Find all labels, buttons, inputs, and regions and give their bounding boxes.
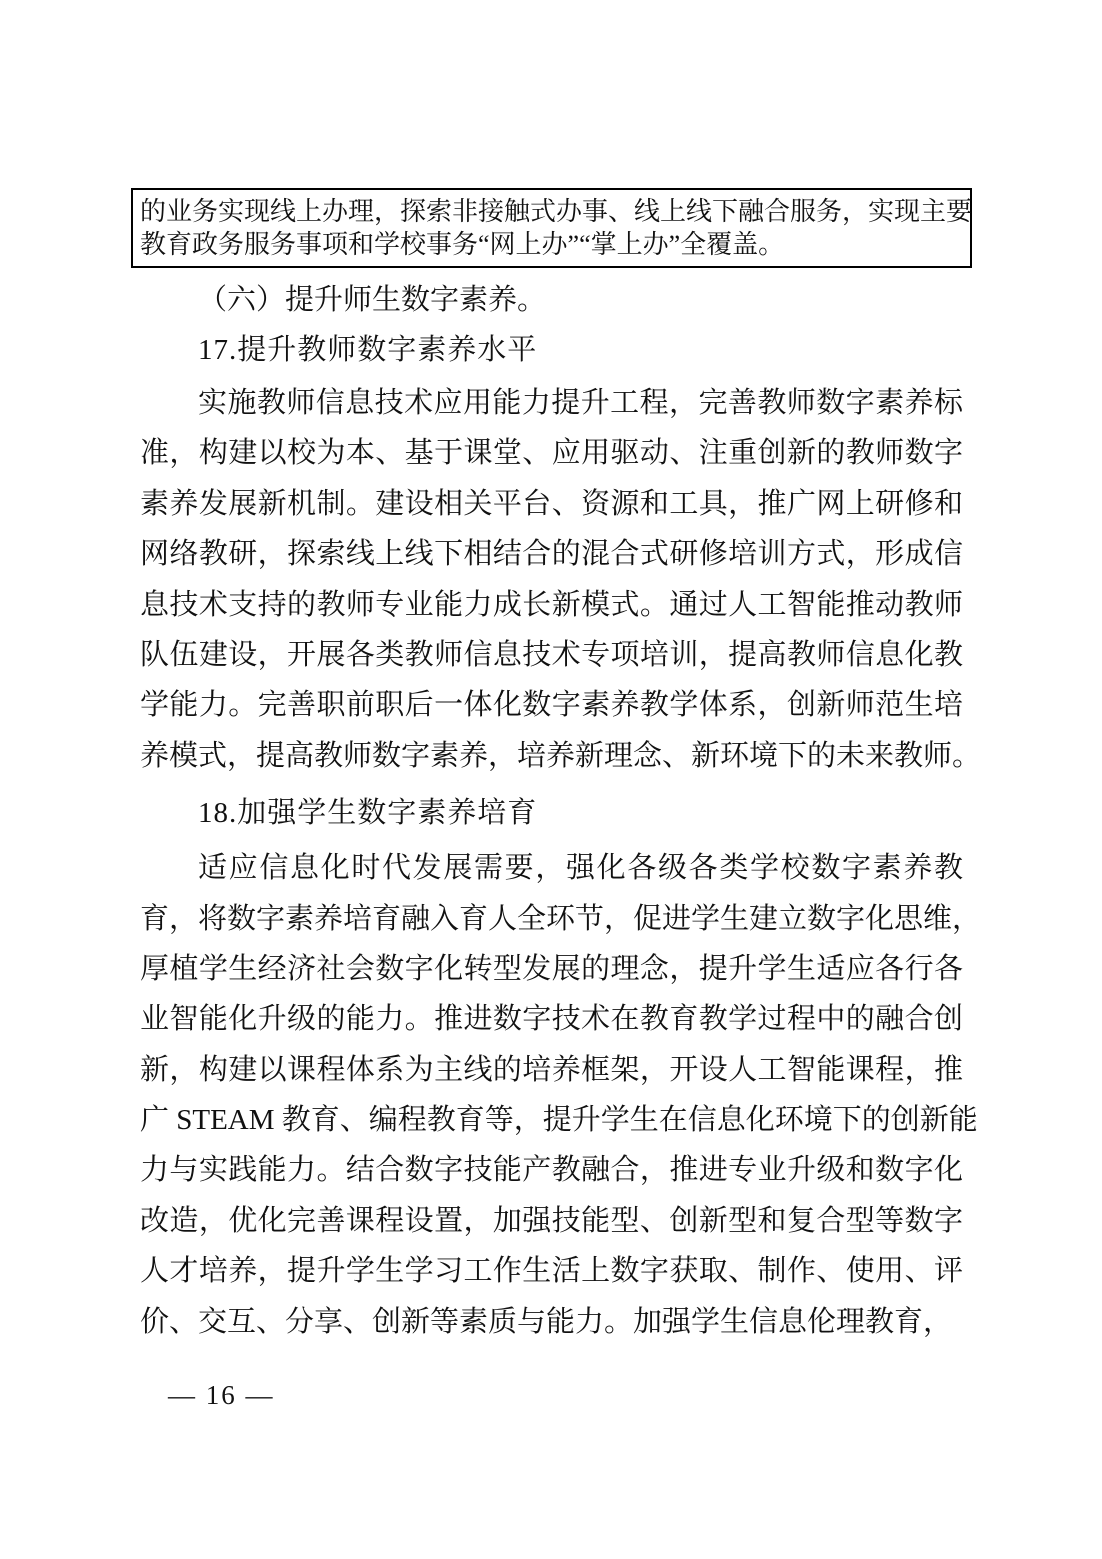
- text-line: 的业务实现线上办理，探索非接触式办事、线上线下融合服务，实现主要: [140, 197, 973, 226]
- text-line: 广 STEAM 教育、编程教育等，提升学生在信息化环境下的创新能: [140, 1104, 978, 1137]
- item-18-heading: 18.加强学生数字素养培育: [198, 797, 538, 830]
- boxed-note: [131, 188, 972, 268]
- item-18-paragraph: [140, 843, 982, 1347]
- text-line: 素养发展新机制。建设相关平台、资源和工具，推广网上研修和: [140, 487, 963, 520]
- item-17-paragraph: [140, 378, 982, 781]
- text-line: 实施教师信息技术应用能力提升工程，完善教师数字素养标: [198, 387, 963, 419]
- text-line: 厚植学生经济社会数字化转型发展的理念，提升学生适应各行各: [140, 952, 963, 985]
- text-line: 适应信息化时代发展需要，强化各级各类学校数字素养教: [198, 852, 963, 885]
- text-line: 息技术支持的教师专业能力成长新模式。通过人工智能推动教师: [140, 588, 963, 621]
- text-line: 新，构建以课程体系为主线的培养框架，开设人工智能课程，推: [140, 1053, 963, 1086]
- text-line: 改造，优化完善课程设置，加强技能型、创新型和复合型等数字: [140, 1204, 963, 1237]
- text-line: 网络教研，探索线上线下相结合的混合式研修培训方式，形成信: [140, 538, 963, 571]
- text-line: 准，构建以校为本、基于课堂、应用驱动、注重创新的教师数字: [140, 437, 963, 470]
- page-number: — 16 —: [168, 1380, 275, 1411]
- item-17-heading: 17.提升教师数字素养水平: [198, 334, 538, 366]
- section-heading: （六）提升师生数字素养。: [198, 284, 547, 316]
- text-line: 学能力。完善职前职后一体化数字素养教学体系，创新师范生培: [140, 689, 963, 722]
- text-line: 业智能化升级的能力。推进数字技术在教育教学过程中的融合创: [140, 1003, 963, 1036]
- text-line: 队伍建设，开展各类教师信息技术专项培训，提高教师信息化教: [140, 638, 963, 671]
- text-line: 教育政务服务事项和学校事务“网上办”“掌上办”全覆盖。: [140, 230, 785, 259]
- text-line: 力与实践能力。结合数字技能产教融合，推进专业升级和数字化: [140, 1154, 963, 1187]
- text-line: 价、交互、分享、创新等素质与能力。加强学生信息伦理教育，: [140, 1305, 953, 1338]
- boxed-note-text: [140, 195, 973, 261]
- text-line: 人才培养，提升学生学习工作生活上数字获取、制作、使用、评: [140, 1255, 963, 1288]
- text-line: 养模式，提高教师数字素养，培养新理念、新环境下的未来教师。: [140, 739, 982, 772]
- text-line: 育，将数字素养培育融入育人全环节，促进学生建立数字化思维，: [140, 902, 982, 935]
